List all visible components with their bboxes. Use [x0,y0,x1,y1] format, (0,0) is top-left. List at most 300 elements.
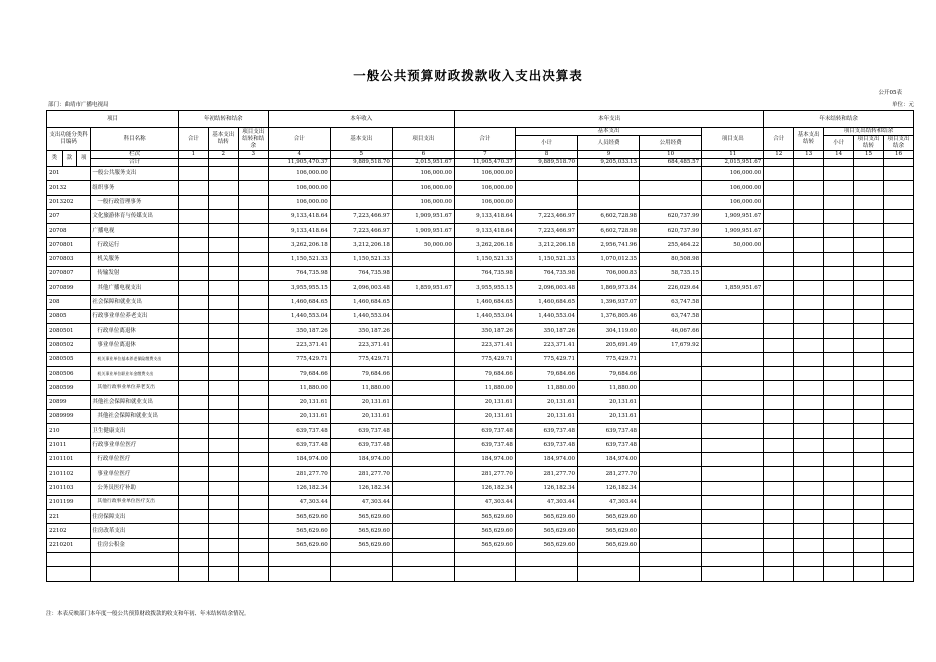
value-cell: 226,029.64 [640,281,702,295]
value-cell: 639,737.48 [330,424,392,438]
value-cell [178,524,208,538]
value-cell [854,410,884,424]
value-cell: 106,000.00 [268,195,330,209]
value-cell [883,467,913,481]
value-cell [392,295,454,309]
value-cell [883,324,913,338]
value-cell [854,367,884,381]
value-cell [640,510,702,524]
value-cell [208,267,238,281]
value-cell: 639,737.48 [268,424,330,438]
value-cell [702,381,764,395]
value-cell [178,181,208,195]
value-cell [794,238,824,252]
col-number: 15 [854,151,884,159]
value-cell [702,295,764,309]
value-cell [178,424,208,438]
value-cell [238,352,268,366]
value-cell: 350,187.26 [515,324,577,338]
value-cell [764,467,794,481]
value-cell [238,309,268,323]
col-number: 5 [330,151,392,159]
subject-name-cell: 其他行政事业单位养老支出 [91,381,179,395]
value-cell: 1,909,951.67 [392,209,454,223]
total-cell [824,159,854,167]
col-number: 6 [392,151,454,159]
value-cell: 47,303.44 [515,495,577,509]
value-cell: 1,460,684.65 [330,295,392,309]
header-personnel: 人员经费 [577,136,639,151]
value-cell [178,224,208,238]
value-cell [883,495,913,509]
value-cell [392,367,454,381]
value-cell [178,267,208,281]
value-cell [208,209,238,223]
header-income: 本年收入 [268,111,454,128]
value-cell: 281,277.70 [515,467,577,481]
header-income-total: 合计 [268,128,330,151]
table-row [47,367,914,381]
total-cell: 9,889,518.70 [515,159,577,167]
value-cell [854,467,884,481]
func-code-cell: 2070803 [47,252,91,266]
unit-label: 单位：元 [891,102,914,108]
value-cell [764,481,794,495]
value-cell: 1,376,805.46 [577,309,639,323]
total-cell: 9,205,033.13 [577,159,639,167]
value-cell [702,495,764,509]
value-cell: 9,133,418.64 [454,209,515,223]
header-proj-surplus: 项目支出结余 [883,136,913,151]
func-code-cell: 221 [47,510,91,524]
value-cell: 620,737.99 [640,209,702,223]
value-cell [640,424,702,438]
value-cell: 639,737.48 [454,424,515,438]
value-cell [208,410,238,424]
value-cell [208,224,238,238]
col-number: 13 [794,151,824,159]
value-cell: 1,150,521.33 [330,252,392,266]
value-cell [238,281,268,295]
value-cell [764,181,794,195]
func-code-cell: 2080505 [47,352,91,366]
value-cell: 126,182.34 [454,481,515,495]
value-cell [883,538,913,552]
value-cell: 565,629.60 [577,538,639,552]
value-cell: 1,909,951.67 [392,224,454,238]
value-cell [208,181,238,195]
table-row [47,424,914,438]
subject-name-cell: 住房公积金 [91,538,179,552]
value-cell: 11,880.00 [454,381,515,395]
value-cell: 80,508.98 [640,252,702,266]
value-cell [702,481,764,495]
table-row [47,510,914,524]
subject-name-cell: 一般行政管理事务 [91,195,179,209]
form-code: 公开05表 [878,90,902,96]
col-number: 9 [577,151,639,159]
value-cell [824,395,854,409]
col-number: 2 [208,151,238,159]
value-cell: 764,735.98 [268,267,330,281]
value-cell: 20,131.61 [515,410,577,424]
value-cell [794,452,824,466]
value-cell: 50,000.00 [392,238,454,252]
value-cell: 9,133,418.64 [268,209,330,223]
value-cell [824,338,854,352]
subject-name-cell: 住房保障支出 [91,510,179,524]
value-cell [702,467,764,481]
value-cell: 1,440,553.04 [268,309,330,323]
value-cell [764,452,794,466]
value-cell [208,367,238,381]
header-subject-name: 科目名称 [91,128,179,151]
value-cell [794,438,824,452]
value-cell [178,367,208,381]
value-cell [208,452,238,466]
value-cell: 7,223,466.97 [515,209,577,223]
value-cell [764,438,794,452]
value-cell [178,338,208,352]
table-row [47,224,914,238]
value-cell [238,467,268,481]
value-cell: 3,955,955.15 [454,281,515,295]
value-cell: 7,223,466.97 [515,224,577,238]
subject-name-cell: 广播电视 [91,224,179,238]
value-cell [238,209,268,223]
value-cell [640,195,702,209]
value-cell [208,309,238,323]
value-cell: 1,070,012.35 [577,252,639,266]
value-cell [854,181,884,195]
value-cell [794,209,824,223]
header-expense-basic: 基本支出 [515,128,701,136]
value-cell [854,424,884,438]
value-cell [702,538,764,552]
value-cell: 350,187.26 [268,324,330,338]
value-cell [854,395,884,409]
func-code-cell: 20899 [47,395,91,409]
value-cell [764,252,794,266]
value-cell [577,181,639,195]
value-cell [238,367,268,381]
value-cell [702,324,764,338]
header-income-project: 项目支出 [392,128,454,151]
header-expense-subtotal: 小计 [515,136,577,151]
table-row [47,309,914,323]
value-cell [208,524,238,538]
value-cell: 184,974.00 [515,452,577,466]
func-code-cell: 201 [47,167,91,181]
value-cell [577,167,639,181]
value-cell: 281,277.70 [330,467,392,481]
header-expense-total: 合计 [454,128,515,151]
value-cell [392,452,454,466]
value-cell [824,238,854,252]
blank-row [47,567,914,581]
value-cell [854,209,884,223]
value-cell [178,495,208,509]
value-cell [208,481,238,495]
value-cell [764,295,794,309]
header-end-total: 合计 [764,128,794,151]
totals-row [47,159,914,167]
value-cell [702,438,764,452]
value-cell: 775,429.71 [454,352,515,366]
value-cell [702,424,764,438]
value-cell [640,181,702,195]
value-cell [208,281,238,295]
value-cell [640,467,702,481]
value-cell [208,295,238,309]
value-cell [794,167,824,181]
value-cell [238,481,268,495]
value-cell: 106,000.00 [392,181,454,195]
value-cell [854,452,884,466]
header-lei: 类 [47,151,63,167]
value-cell [764,495,794,509]
total-cell [208,159,238,167]
value-cell: 47,303.44 [454,495,515,509]
value-cell: 1,460,684.65 [268,295,330,309]
value-cell [178,381,208,395]
value-cell: 565,629.60 [268,538,330,552]
value-cell: 47,303.44 [330,495,392,509]
value-cell [178,252,208,266]
func-code-cell: 208 [47,295,91,309]
value-cell [178,395,208,409]
value-cell [764,352,794,366]
subject-name-cell: 社会保障和就业支出 [91,295,179,309]
subject-name-cell: 传输发射 [91,267,179,281]
total-cell: 11,905,470.37 [454,159,515,167]
value-cell [854,295,884,309]
value-cell [794,424,824,438]
value-cell [794,267,824,281]
value-cell [178,438,208,452]
value-cell [854,195,884,209]
value-cell [883,267,913,281]
value-cell [824,510,854,524]
value-cell [208,438,238,452]
value-cell: 775,429.71 [268,352,330,366]
table-row [47,252,914,266]
value-cell: 620,737.99 [640,224,702,238]
value-cell: 79,684.66 [330,367,392,381]
value-cell: 565,629.60 [268,510,330,524]
value-cell: 106,000.00 [702,181,764,195]
value-cell: 3,212,206.18 [515,238,577,252]
table-row [47,324,914,338]
value-cell [640,167,702,181]
value-cell [794,224,824,238]
value-cell [794,338,824,352]
value-cell [854,352,884,366]
value-cell [824,452,854,466]
func-code-cell: 2101102 [47,467,91,481]
value-cell: 1,440,553.04 [454,309,515,323]
value-cell: 775,429.71 [515,352,577,366]
table-row [47,481,914,495]
value-cell: 7,223,466.97 [330,209,392,223]
value-cell: 565,629.60 [515,524,577,538]
col-number: 4 [268,151,330,159]
value-cell: 1,150,521.33 [454,252,515,266]
value-cell [854,510,884,524]
value-cell [178,452,208,466]
value-cell: 764,735.98 [330,267,392,281]
value-cell [764,324,794,338]
value-cell [392,438,454,452]
value-cell [392,338,454,352]
value-cell [238,524,268,538]
table-row [47,467,914,481]
value-cell [794,195,824,209]
value-cell [764,410,794,424]
value-cell [794,352,824,366]
value-cell [208,195,238,209]
value-cell [392,467,454,481]
table-row [47,167,914,181]
value-cell [764,238,794,252]
value-cell [883,209,913,223]
value-cell [640,538,702,552]
value-cell [794,367,824,381]
value-cell: 6,602,728.98 [577,224,639,238]
value-cell [854,495,884,509]
value-cell [854,167,884,181]
value-cell [392,252,454,266]
value-cell [238,295,268,309]
col-number: 3 [238,151,268,159]
value-cell [178,410,208,424]
value-cell [854,224,884,238]
value-cell: 565,629.60 [454,538,515,552]
table-row [47,381,914,395]
total-cell [178,159,208,167]
total-cell [883,159,913,167]
total-cell [238,159,268,167]
value-cell: 1,440,553.04 [330,309,392,323]
value-cell [764,224,794,238]
value-cell [702,524,764,538]
subject-name-cell: 行政事业单位养老支出 [91,309,179,323]
value-cell [883,281,913,295]
value-cell [208,395,238,409]
value-cell: 9,133,418.64 [454,224,515,238]
value-cell [238,424,268,438]
value-cell [824,410,854,424]
value-cell: 764,735.98 [515,267,577,281]
value-cell: 1,869,973.84 [577,281,639,295]
value-cell [794,524,824,538]
value-cell [794,295,824,309]
value-cell: 3,955,955.15 [268,281,330,295]
value-cell [824,324,854,338]
value-cell [208,324,238,338]
value-cell [640,410,702,424]
value-cell: 565,629.60 [454,510,515,524]
value-cell [238,510,268,524]
value-cell [392,510,454,524]
value-cell [824,467,854,481]
value-cell [883,238,913,252]
value-cell [854,238,884,252]
table-row [47,267,914,281]
col-number: 1 [178,151,208,159]
value-cell [824,481,854,495]
value-cell [854,481,884,495]
value-cell [824,295,854,309]
table-row [47,495,914,509]
table-row [47,410,914,424]
header-begin-project: 项目支出结转和结余 [238,128,268,151]
value-cell [883,410,913,424]
table-body [47,167,914,582]
table-row [47,181,914,195]
value-cell [178,167,208,181]
value-cell [824,281,854,295]
value-cell: 126,182.34 [577,481,639,495]
value-cell [238,181,268,195]
func-code-cell: 2070899 [47,281,91,295]
value-cell [238,538,268,552]
value-cell: 20,131.61 [268,395,330,409]
value-cell: 17,679.92 [640,338,702,352]
value-cell: 281,277.70 [268,467,330,481]
value-cell: 565,629.60 [330,524,392,538]
value-cell: 106,000.00 [454,195,515,209]
value-cell: 106,000.00 [268,181,330,195]
value-cell: 106,000.00 [454,181,515,195]
value-cell [883,424,913,438]
value-cell [515,195,577,209]
func-code-cell: 2210201 [47,538,91,552]
value-cell [178,295,208,309]
value-cell [392,309,454,323]
value-cell: 184,974.00 [454,452,515,466]
value-cell: 764,735.98 [454,267,515,281]
value-cell [392,495,454,509]
value-cell [178,352,208,366]
value-cell: 639,737.48 [515,424,577,438]
value-cell [208,538,238,552]
value-cell: 2,096,003.48 [515,281,577,295]
value-cell [238,381,268,395]
header-item: 项目 [47,111,179,128]
value-cell [640,524,702,538]
value-cell: 1,440,553.04 [515,309,577,323]
value-cell [764,424,794,438]
value-cell [238,452,268,466]
value-cell: 106,000.00 [454,167,515,181]
subject-name-cell: 组织事务 [91,181,179,195]
value-cell: 106,000.00 [392,195,454,209]
value-cell: 106,000.00 [392,167,454,181]
table-row [47,438,914,452]
value-cell: 639,737.48 [577,438,639,452]
value-cell: 106,000.00 [702,195,764,209]
header-proj-carry: 项目支出结转 [854,136,884,151]
value-cell: 20,131.61 [268,410,330,424]
func-code-cell: 207 [47,209,91,223]
value-cell [764,167,794,181]
value-cell: 775,429.71 [577,352,639,366]
value-cell [883,167,913,181]
value-cell [824,267,854,281]
value-cell [764,538,794,552]
total-cell: 9,889,518.70 [330,159,392,167]
